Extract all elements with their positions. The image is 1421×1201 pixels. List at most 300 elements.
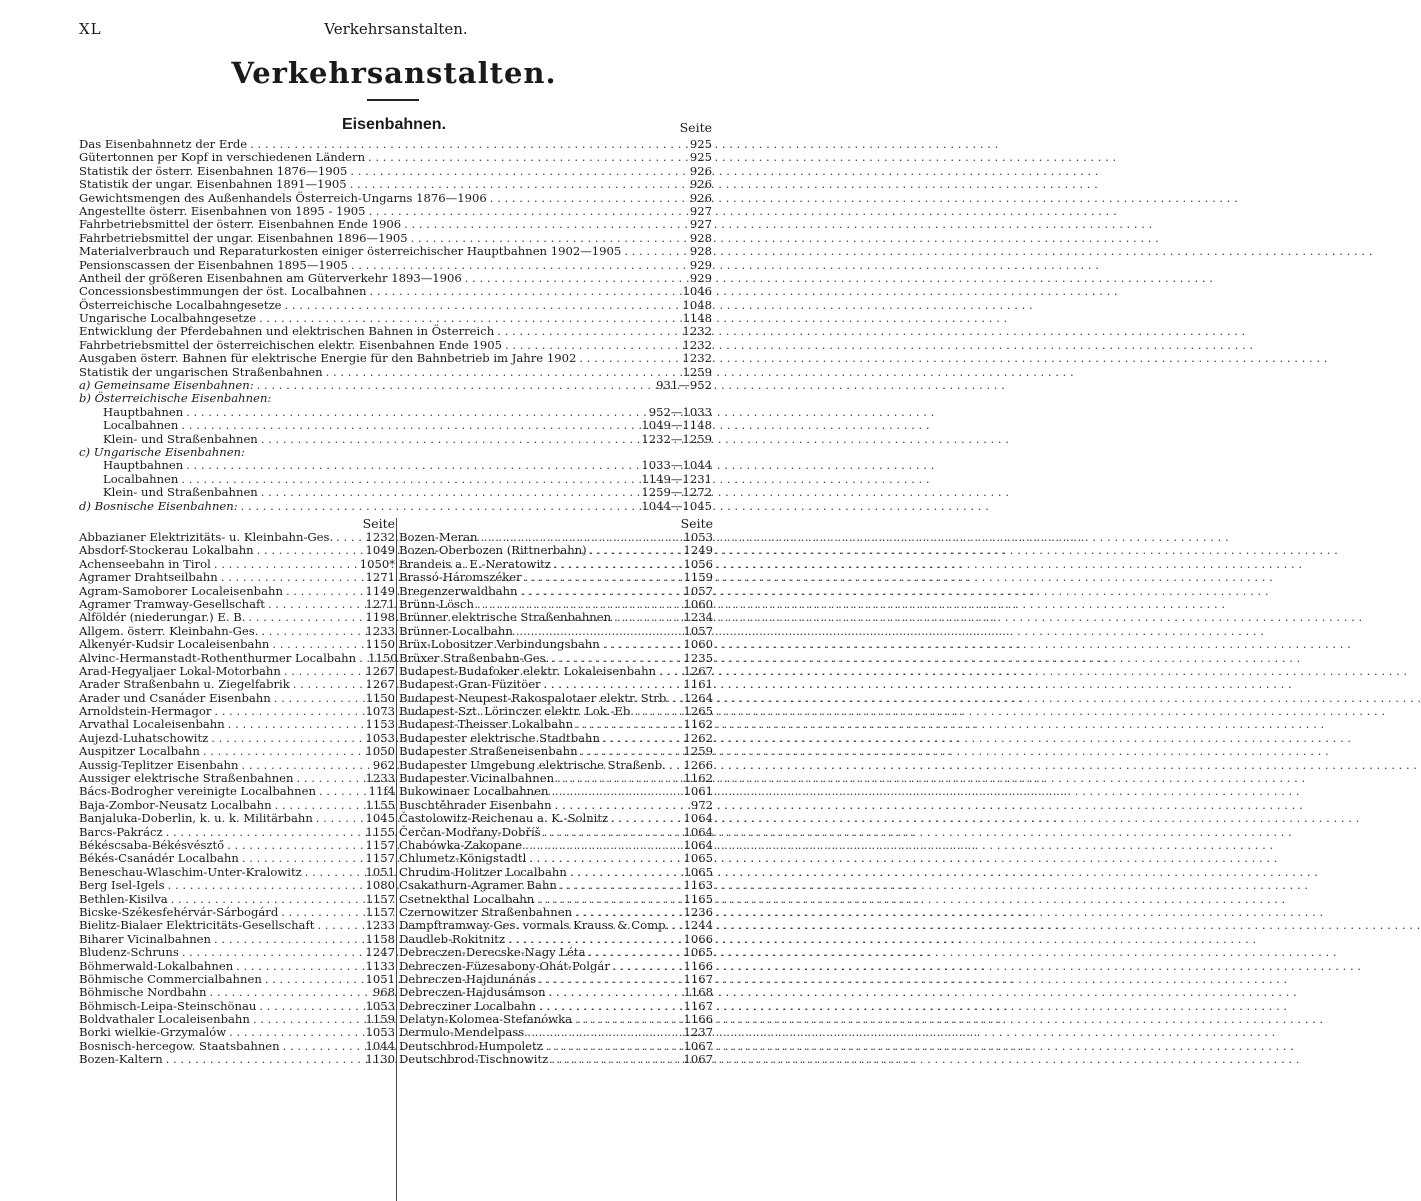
- index-entry-name: Achenseebahn in Tirol: [79, 556, 211, 571]
- toc-row: [79, 486, 712, 499]
- leader-dots: [163, 1053, 366, 1066]
- leader-dots: [567, 866, 684, 879]
- index-entry-name: Banjaluka-Doberlin, k. u. k. Militärbahn: [79, 811, 313, 826]
- leader-dots: [226, 1026, 365, 1039]
- toc-row: [79, 473, 712, 486]
- leader-dots: [534, 893, 683, 906]
- index-entry-page: 1044: [365, 1038, 395, 1053]
- index-entry-name: Baja-Zombor-Neusatz Localbahn: [79, 797, 272, 812]
- leader-dots: [621, 245, 690, 258]
- leader-dots: [211, 558, 360, 571]
- index-entry-name: Budapester Straßeneisenbahn: [399, 744, 578, 759]
- toc-row: [79, 500, 712, 513]
- index-entry-page: 1053: [365, 730, 395, 745]
- index-entry-name: Borki wielkie-Grzymalów: [79, 1025, 227, 1040]
- index-entry-page: 1064: [683, 837, 713, 852]
- toc-label: Fahrbetriebsmittel der österreichischen elektr. Eisenbahnen Ende 1905: [79, 337, 502, 352]
- index-entry: [399, 973, 713, 986]
- index-entry-name: Chabówka-Zakopane: [399, 837, 523, 852]
- index-entry-page: 1271: [365, 596, 395, 611]
- index-entry: [79, 960, 395, 973]
- toc-page: 1046: [682, 284, 712, 299]
- index-entry-name: Čerčan-Modřany-Dobříš: [399, 824, 541, 839]
- toc-page: 925: [689, 137, 712, 151]
- index-seite-label: Seite: [680, 516, 713, 531]
- index-entry: [399, 678, 713, 691]
- leader-dots: [557, 879, 684, 892]
- index-entry: [79, 531, 395, 544]
- index-entry: [79, 692, 395, 705]
- index-entry: [79, 933, 395, 946]
- index-entry: [399, 866, 713, 879]
- index-entry: [79, 799, 395, 812]
- toc-page: 1048: [682, 297, 712, 312]
- index-entry-page: 1163: [683, 878, 713, 893]
- toc-row: [79, 419, 712, 432]
- toc-page: 1232: [682, 337, 712, 352]
- index-entry: [79, 852, 395, 865]
- index-entry-name: Brüx-Lobositzer Verbindungsbahn: [399, 637, 600, 652]
- index-entry: [399, 598, 713, 611]
- toc-label: Klein- und Straßenbahnen: [103, 485, 258, 500]
- index-entry-name: Brünner elektrische Straßenbahnen: [399, 610, 612, 625]
- index-entry-page: 1073: [365, 704, 395, 719]
- index-entry-page: 1198: [365, 610, 395, 625]
- index-entry-name: Böhmerwald-Lokalbahnen: [79, 958, 234, 973]
- toc-label: Concessionsbestimmungen der öst. Localbahnen: [79, 284, 367, 299]
- index-entry-page: 1065: [683, 851, 713, 866]
- index-entry-page: 1259: [683, 744, 713, 759]
- index-entry: [79, 973, 395, 986]
- index-entry-name: Arader und Csanáder Eisenbahn: [79, 690, 271, 705]
- toc-page: 1259: [682, 364, 712, 379]
- leader-dots: [474, 598, 684, 611]
- index-entry-name: Brandeis a. E.-Neratowitz: [399, 556, 551, 571]
- leader-dots: [549, 652, 683, 665]
- leader-dots: [258, 433, 642, 446]
- index-entry-name: Deutschbrod-Humpoletz: [399, 1038, 543, 1053]
- index-entry-name: Absdorf-Stockerau Lokalbahn: [79, 543, 254, 558]
- index-entry-name: Alkenyér-Kudsir Localeisenbahn: [79, 637, 270, 652]
- leader-dots: [247, 138, 690, 151]
- index-entry: [79, 665, 395, 678]
- index-entry-name: Budapester Vicinalbahnen: [399, 771, 555, 786]
- index-entry: [399, 960, 713, 973]
- toc-row: [79, 339, 712, 352]
- index-entry-page: 1150: [365, 690, 395, 705]
- toc-page: 1232—1259: [641, 431, 712, 446]
- index-entry: [399, 732, 713, 745]
- index-entry-name: Debreczen-Derecske-Nagy Léta: [399, 945, 586, 960]
- index-entry-name: Častolowitz-Reichenau a. K.-Solnitz: [399, 811, 609, 826]
- toc-row: [79, 459, 712, 472]
- index-entry: [79, 812, 395, 825]
- leader-dots: [283, 585, 366, 598]
- toc-label: Fahrbetriebsmittel der österr. Eisenbahnen Ende 1906: [79, 217, 402, 232]
- index-entry-page: 1065: [683, 945, 713, 960]
- index-entry-page: 1267: [365, 677, 395, 692]
- leader-dots: [314, 919, 365, 932]
- index-entry-page: 1061: [683, 784, 713, 799]
- toc-page: 1049—1148: [641, 418, 712, 433]
- leader-dots: [573, 718, 683, 731]
- toc-label: Antheil der größeren Eisenbahnen am Güterverkehr 1893—1906: [79, 270, 462, 285]
- index-entry-page: 11f4: [368, 784, 395, 799]
- table-of-contents: [79, 138, 712, 513]
- index-entry-name: Bethlen-Kisilva: [79, 891, 168, 906]
- index-entry: [79, 611, 395, 624]
- toc-row: [79, 192, 712, 205]
- index-entry-page: 1167: [683, 998, 713, 1013]
- leader-dots: [572, 1013, 683, 1026]
- leader-dots: [245, 611, 365, 624]
- toc-label: Fahrbetriebsmittel der ungar. Eisenbahnen 1896—1905: [79, 230, 408, 245]
- toc-row: [79, 325, 712, 338]
- toc-label: Localbahnen: [103, 471, 179, 486]
- index-entry-name: Alföldér (niederungar.) E. B.: [79, 610, 246, 625]
- index-entry-name: Delatyn-Kolomea-Stefanówka: [399, 1012, 573, 1027]
- leader-dots: [290, 678, 366, 691]
- index-entry: [79, 946, 395, 959]
- toc-page: 925: [689, 150, 712, 165]
- leader-dots: [536, 973, 683, 986]
- leader-dots: [239, 852, 366, 865]
- toc-row: [79, 352, 712, 365]
- leader-dots: [408, 232, 690, 245]
- index-entry: [399, 625, 713, 638]
- index-entry-page: 1161: [683, 677, 713, 692]
- index-entry: [79, 678, 395, 691]
- leader-dots: [165, 879, 366, 892]
- leader-dots: [316, 785, 369, 798]
- index-entry-page: 1153: [365, 717, 395, 732]
- index-entry: [79, 638, 395, 651]
- index-entry-page: 1247: [365, 945, 395, 960]
- index-entry-name: Agramer Drahtseilbahn: [79, 570, 218, 585]
- toc-page: 928: [689, 230, 712, 245]
- leader-dots: [536, 1000, 684, 1013]
- index-entry-page: 1130: [365, 1052, 395, 1067]
- index-entry-name: Bielitz-Bialaer Elektricitäts-Gesellschaft: [79, 918, 315, 933]
- leader-dots: [608, 812, 683, 825]
- index-entry: [79, 879, 395, 892]
- index-entry: [399, 812, 713, 825]
- leader-dots: [168, 893, 366, 906]
- index-entry: [399, 826, 713, 839]
- leader-dots: [179, 946, 366, 959]
- toc-row: [79, 165, 712, 178]
- index-entry-page: 1067: [683, 1052, 713, 1067]
- toc-label: a) Gemeinsame Eisenbahnen:: [79, 378, 254, 393]
- leader-dots: [478, 531, 684, 544]
- index-entry-page: 1053: [683, 530, 713, 544]
- index-entry-name: Chlumetz-Königstadtl: [399, 851, 527, 866]
- leader-dots: [541, 678, 684, 691]
- index-entry-page: 1065: [683, 864, 713, 879]
- index-entry: [79, 1040, 395, 1053]
- leader-dots: [211, 933, 365, 946]
- index-entry-name: Beneschau-Wlaschim-Unter-Kralowitz: [79, 864, 302, 879]
- index-entry: [79, 585, 395, 598]
- index-entry-name: Barcs-Pakrácz: [79, 824, 163, 839]
- index-entry-name: Boldvathaler Localeisenbahn: [79, 1012, 250, 1027]
- index-entry-name: Arad-Hegyaljaer Lokal-Motorbahn: [79, 663, 281, 678]
- index-entry-page: 1049: [365, 543, 395, 558]
- index-entry-page: 1237: [683, 1025, 713, 1040]
- leader-dots: [670, 692, 684, 705]
- index-entry-name: Brünner-Localbahn: [399, 623, 513, 638]
- leader-dots: [554, 772, 683, 785]
- leader-dots: [347, 178, 690, 191]
- index-entry-name: Bozen-Oberbozen (Rittnerbahn): [399, 543, 587, 558]
- index-entry-page: 1162: [683, 717, 713, 732]
- leader-dots: [211, 705, 365, 718]
- index-entry-name: Budapester Umgebung elektrische Straßenb.: [399, 757, 666, 772]
- running-title: Verkehrsanstalten.: [324, 20, 468, 38]
- index-entry-name: Bicske-Székesfehérvár-Sárbogárd: [79, 904, 279, 919]
- index-entry-page: 1051: [365, 864, 395, 879]
- toc-label: Entwicklung der Pferdebahnen und elektrischen Bahnen in Österreich: [79, 324, 495, 339]
- index-entry: [399, 1026, 713, 1039]
- toc-page: 927: [689, 203, 712, 218]
- index-entry-page: 1262: [683, 730, 713, 745]
- index-entry-page: 1155: [365, 797, 395, 812]
- index-entry-name: Biharer Vicinalbahnen: [79, 931, 211, 946]
- index-entry-page: 1168: [683, 985, 713, 1000]
- index-entry-name: Budapester elektrische Stadtbahn: [399, 730, 600, 745]
- index-entry-page: 968: [372, 985, 395, 1000]
- leader-dots: [348, 259, 690, 272]
- index-entry-name: Buschtěhrader Eisenbahn: [399, 797, 552, 812]
- leader-dots: [163, 826, 366, 839]
- toc-label: Statistik der ungar. Eisenbahnen 1891—1905: [79, 177, 347, 192]
- index-entry-page: 1060: [683, 596, 713, 611]
- index-entry: [79, 839, 395, 852]
- leader-dots: [206, 986, 372, 999]
- toc-label: Ausgaben österr. Bahnen für elektrische Energie für den Bahnbetrieb im Jahre 1902: [79, 351, 577, 366]
- leader-dots: [401, 218, 690, 231]
- toc-row: [79, 178, 712, 191]
- index-entry-name: Csetnekthal Localbahn: [399, 891, 535, 906]
- index-entry-page: 1267: [683, 663, 713, 678]
- toc-label: Hauptbahnen: [103, 458, 184, 473]
- index-entry-name: Aujezd-Luhatschowitz: [79, 730, 209, 745]
- leader-dots: [587, 544, 684, 557]
- index-entry-name: Daudleb-Rokitnitz: [399, 931, 506, 946]
- leader-dots: [552, 799, 691, 812]
- toc-row: [79, 406, 712, 419]
- index-entry-page: 1060: [683, 637, 713, 652]
- leader-dots: [502, 339, 683, 352]
- index-entry: [399, 906, 713, 919]
- index-entry: [79, 826, 395, 839]
- toc-label: d) Bosnische Eisenbahnen:: [79, 498, 238, 513]
- index-entry: [79, 650, 398, 665]
- toc-page: 1148: [682, 311, 712, 326]
- leader-dots: [258, 486, 642, 499]
- index-entry: [79, 1013, 395, 1026]
- index-entry-name: Debrecziner Localbahn: [399, 998, 536, 1013]
- index-entry-name: Arvathal Localeisenbahn: [79, 717, 225, 732]
- index-entry-name: Békés-Csanádér Localbahn: [79, 851, 239, 866]
- index-entry-page: 1157: [365, 904, 395, 919]
- leader-dots: [548, 785, 683, 798]
- leader-dots: [258, 625, 365, 638]
- leader-dots: [541, 826, 684, 839]
- index-entry: [399, 986, 713, 999]
- index-entry-page: 1064: [683, 824, 713, 839]
- toc-label: Österreichische Localbahngesetze: [79, 297, 282, 312]
- index-entry-page: 1157: [365, 891, 395, 906]
- index-entry: [399, 652, 713, 665]
- toc-page: 926: [689, 163, 712, 178]
- index-entry-name: Czernowitzer Straßenbahnen: [399, 904, 573, 919]
- index-entry: [399, 919, 713, 932]
- leader-dots: [256, 312, 682, 325]
- index-entry-page: 1244: [683, 918, 713, 933]
- toc-row: [79, 299, 712, 312]
- leader-dots: [634, 705, 684, 718]
- index-entry-page: 1265: [683, 704, 713, 719]
- index-entry-page: 1233: [365, 918, 395, 933]
- leader-dots: [294, 772, 366, 785]
- index-entry-name: Budapest-Szt. Lörinczer elektr. Lok.-Eb.: [399, 704, 634, 719]
- index-entry-name: Böhmisch-Leipa-Steinschönau: [79, 998, 257, 1013]
- toc-label: Statistik der ungarischen Straßenbahnen: [79, 364, 323, 379]
- index-entry-name: Budapest-Neupest-Rakospalotaer elektr. Strb.: [399, 690, 670, 705]
- index-entry-page: 1264: [683, 690, 713, 705]
- leader-dots: [347, 165, 689, 178]
- leader-dots: [280, 1040, 366, 1053]
- leader-dots: [611, 611, 683, 624]
- leader-dots: [218, 571, 366, 584]
- index-entry: [79, 571, 395, 584]
- toc-label: Pensionscassen der Eisenbahnen 1895—1905: [79, 257, 348, 272]
- toc-page: 928: [689, 244, 712, 259]
- toc-label: Das Eisenbahnnetz der Erde: [79, 137, 248, 151]
- index-entry-name: Békéscsaba-Békésvésztő: [79, 837, 225, 852]
- toc-page: 926: [689, 177, 712, 192]
- index-entry-page: 1045: [365, 811, 395, 826]
- leader-dots: [302, 866, 366, 879]
- toc-page: 1033—1044: [641, 458, 712, 473]
- index-entry: [399, 1053, 713, 1066]
- toc-page: 1149—1231: [641, 471, 712, 486]
- index-entry: [399, 585, 713, 598]
- toc-page: 931—952: [656, 378, 712, 393]
- toc-row: [79, 433, 712, 446]
- index-entry: [399, 1013, 713, 1026]
- toc-label: Localbahnen: [103, 418, 179, 433]
- index-entry: [79, 732, 395, 745]
- leader-dots: [548, 1053, 683, 1066]
- toc-page: 1259—1272: [641, 485, 712, 500]
- leader-dots: [546, 986, 684, 999]
- leader-dots: [610, 960, 684, 973]
- index-entry-page: 1157: [365, 837, 395, 852]
- leader-dots: [367, 285, 683, 298]
- toc-row: [79, 272, 712, 285]
- index-entry-page: 1066: [683, 931, 713, 946]
- leader-dots: [313, 812, 366, 825]
- index-entry: [79, 919, 395, 932]
- index-entry: [79, 772, 395, 785]
- index-entry: [79, 785, 395, 798]
- index-entry-page: 1067: [683, 1038, 713, 1053]
- index-entry: [79, 558, 395, 571]
- index-entry-name: Bregenzerwaldbahn: [399, 583, 518, 598]
- index-entry-page: 1167: [683, 971, 713, 986]
- toc-page: 927: [689, 217, 712, 232]
- index-entry: [79, 745, 395, 758]
- toc-row: [79, 151, 712, 164]
- index-entry-page: 1267: [365, 663, 395, 678]
- leader-dots: [271, 692, 366, 705]
- running-header: [79, 20, 713, 42]
- leader-dots: [551, 558, 684, 571]
- toc-label: Statistik der österr. Eisenbahnen 1876—1905: [79, 163, 348, 178]
- leader-dots: [225, 718, 366, 731]
- index-entry-name: Budapest-Budafoker elektr. Lokaleisenbahn: [399, 663, 657, 678]
- index-entry-page: 1050: [365, 744, 395, 759]
- leader-dots: [256, 1000, 365, 1013]
- toc-row: [79, 245, 712, 258]
- leader-dots: [233, 960, 365, 973]
- index-entry-page: 1080: [365, 878, 395, 893]
- index-entry-name: Bludenz-Schruns: [79, 945, 179, 960]
- toc-label: Klein- und Straßenbahnen: [103, 431, 258, 446]
- leader-dots: [669, 919, 683, 932]
- index-entry: [79, 893, 395, 906]
- index-entry-page: 1056: [683, 556, 713, 571]
- index-entry-page: 1166: [683, 958, 713, 973]
- toc-page: 929: [689, 257, 712, 272]
- index-entry: [79, 866, 395, 879]
- index-column-right: [399, 516, 713, 1067]
- toc-row: [79, 446, 712, 459]
- leader-dots: [178, 473, 641, 486]
- index-entry-page: 1162: [683, 771, 713, 786]
- index-entry: [399, 692, 713, 705]
- index-entry: [399, 571, 713, 584]
- index-column-left: [79, 516, 398, 1067]
- index-entry-name: Agramer Tramway-Gesellschaft: [79, 596, 265, 611]
- leader-dots: [333, 531, 365, 544]
- index-entry: [399, 1040, 713, 1053]
- index-entry: [399, 745, 713, 758]
- index-entry-name: Debreczen-Hajdusámson: [399, 985, 546, 1000]
- leader-dots: [543, 1040, 684, 1053]
- toc-row: [79, 205, 712, 218]
- leader-dots: [366, 205, 690, 218]
- leader-dots: [265, 598, 366, 611]
- page-number: XL: [79, 20, 102, 38]
- index-entry: [399, 718, 713, 731]
- index-entry-name: Brüxer Straßenbahn-Ges.: [399, 650, 550, 665]
- index-entry: [399, 1000, 713, 1013]
- index-entry: [399, 531, 713, 544]
- index-entry-name: Dampftramway-Ges. vormals Krauss & Comp.: [399, 918, 670, 933]
- toc-page: 1232: [682, 324, 712, 339]
- toc-label: Gewichtsmengen des Außenhandels Österreich-Ungarns 1876—1906: [79, 190, 487, 205]
- leader-dots: [250, 1013, 366, 1026]
- index-entry: [399, 705, 713, 718]
- leader-dots: [513, 625, 684, 638]
- toc-row: [79, 379, 712, 392]
- index-entry-name: Aussig-Teplitzer Eisenbahn: [79, 757, 239, 772]
- toc-label: c) Ungarische Eisenbahnen:: [79, 444, 245, 459]
- toc-label: Materialverbrauch und Reparaturkosten einiger österreichischer Hauptbahnen 1902—1905: [79, 244, 622, 259]
